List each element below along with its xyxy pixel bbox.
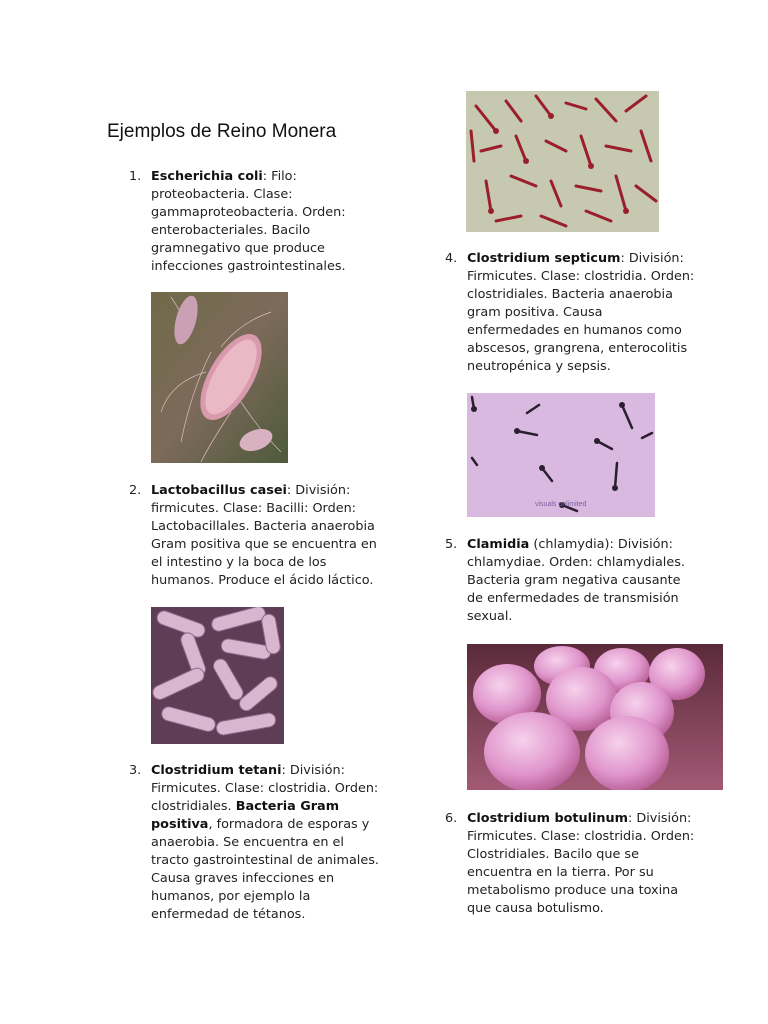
- species-name: Escherichia coli: [151, 169, 263, 184]
- clostridium-tetani-image: [467, 393, 655, 517]
- image-watermark: visuals unlimited: [535, 501, 587, 508]
- list-item-clamidia: [445, 536, 687, 626]
- species-description: : División: Firmicutes. Clase: clostridia. Orden: clostridiales. Bacteria anaerobia gram positiva. Causa enfermedades en humanos como abscesos, grangrena, enterocolitis neutropénica y sepsis.: [467, 251, 695, 374]
- species-description-cont: , formadora de esporas y anaerobia. Se encuentra en el tracto gastrointestinal de animales. Causa graves infecciones en humanos, por ejemplo la enfermedad de tétanos.: [151, 817, 379, 922]
- species-description: : División: Firmicutes. Clase: clostridia. Orden: Clostridiales. Bacilo que se encuentra en la tierra. Por su metabolismo produce una toxina que causa botulismo.: [467, 811, 695, 916]
- clostridium-septicum-image: [466, 91, 659, 232]
- species-name: Clostridium botulinum: [467, 811, 628, 826]
- list-item-lactobacillus-casei: [129, 482, 381, 590]
- list-item-clostridium-septicum: [445, 250, 697, 376]
- species-description: : División: Firmicutes. Clase: clostridia. Orden: clostridiales.: [151, 763, 379, 814]
- list-number: 5.: [445, 537, 458, 552]
- list-number: 1.: [129, 169, 142, 184]
- list-item-escherichia-coli: [129, 168, 351, 276]
- list-number: 6.: [445, 811, 458, 826]
- species-description: : Filo: proteobacteria. Clase: gammaproteobacteria. Orden: enterobacteriales. Bacilo gramnegativo que produce infecciones gastrointestinales.: [151, 169, 346, 274]
- species-name: Clostridium septicum: [467, 251, 621, 266]
- ecoli-image: [151, 292, 288, 463]
- list-number: 2.: [129, 483, 142, 498]
- page-title: Ejemplos de Reino Monera: [107, 121, 337, 142]
- species-name: Clamidia: [467, 537, 530, 552]
- list-number: 4.: [445, 251, 458, 266]
- species-description: (chlamydia): División: chlamydiae. Orden: chlamydiales. Bacteria gram negativa causante de enfermedades de transmisión sexual.: [467, 537, 685, 624]
- species-name: Lactobacillus casei: [151, 483, 287, 498]
- species-highlight: Bacteria Gram positiva: [151, 799, 340, 832]
- species-name: Clostridium tetani: [151, 763, 282, 778]
- list-number: 3.: [129, 763, 142, 778]
- list-item-clostridium-botulinum: [445, 810, 697, 918]
- lactobacillus-image: [151, 607, 284, 744]
- list-item-clostridium-tetani: [129, 762, 381, 924]
- chlamydia-image: [467, 644, 723, 790]
- species-description: : División: firmicutes. Clase: Bacilli: Orden: Lactobacillales. Bacteria anaerobia Gram positiva que se encuentra en el intestino y la boca de los humanos. Produce el ácido láctico.: [151, 483, 377, 588]
